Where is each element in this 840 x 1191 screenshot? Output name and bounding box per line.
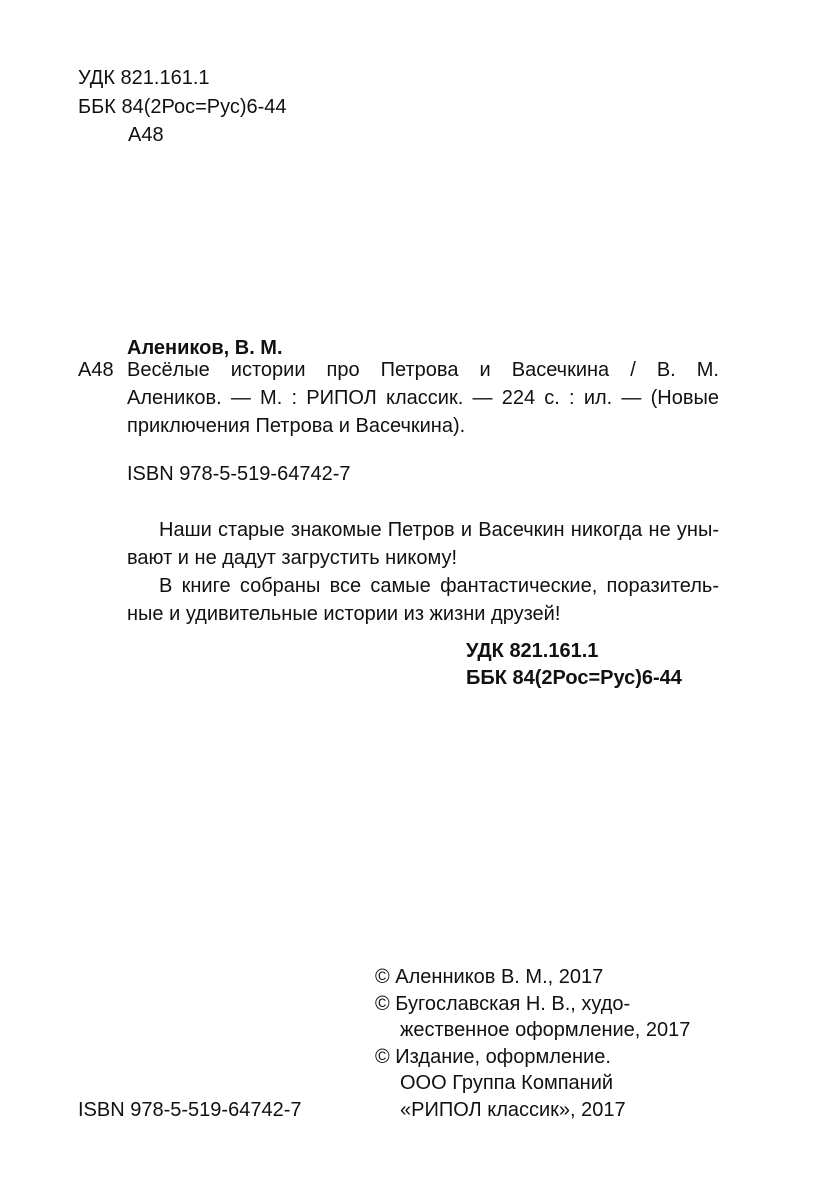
author-sign: А48 xyxy=(128,124,164,146)
author-heading: Алеников, В. М. xyxy=(127,337,283,359)
isbn-bottom: ISBN 978-5-519-64742-7 xyxy=(78,1099,302,1121)
copyright-line: жественное оформление, 2017 xyxy=(400,1019,691,1041)
record-line: Весёлые истории про Петрова и Васечкина / В. М. xyxy=(127,359,719,381)
annotation-line: вают и не дадут загрустить никому! xyxy=(127,547,458,569)
bbk-index: ББК 84(2Рос=Рус)6-44 xyxy=(78,96,287,118)
copyright-line: © Издание, оформление. xyxy=(375,1046,611,1068)
annotation-line: В книге собраны все самые фантастические, поразитель- xyxy=(159,575,719,597)
isbn: ISBN 978-5-519-64742-7 xyxy=(127,463,351,485)
annotation-line: Наши старые знакомые Петров и Васечкин никогда не уны- xyxy=(159,519,719,541)
udk-index-bold: УДК 821.161.1 xyxy=(466,640,599,662)
copyright-line: «РИПОЛ классик», 2017 xyxy=(400,1099,626,1121)
record-line: приключения Петрова и Васечкина). xyxy=(127,415,466,437)
bbk-index-bold: ББК 84(2Рос=Рус)6-44 xyxy=(466,667,682,689)
copyright-line: © Аленников В. М., 2017 xyxy=(375,966,604,988)
annotation-line: ные и удивительные истории из жизни друзей! xyxy=(127,603,561,625)
copyright-line: © Бугославская Н. В., худо- xyxy=(375,993,631,1015)
copyright-line: ООО Группа Компаний xyxy=(400,1072,614,1094)
udk-index: УДК 821.161.1 xyxy=(78,67,210,89)
record-author-sign: А48 xyxy=(78,359,114,381)
record-line: Алеников. — М. : РИПОЛ классик. — 224 с. : ил. — (Новые xyxy=(127,387,719,409)
